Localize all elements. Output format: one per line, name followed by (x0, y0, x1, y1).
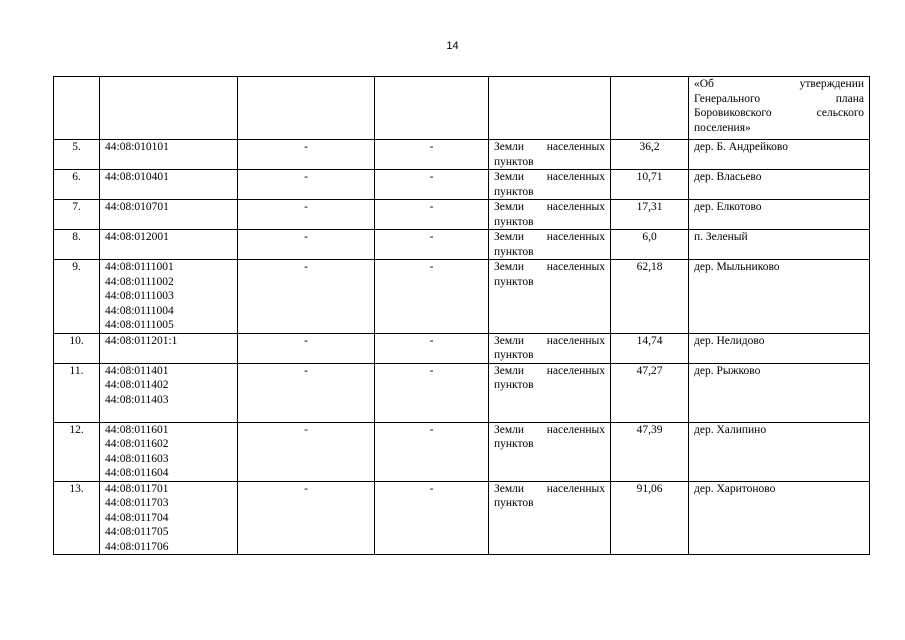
land-category-line: пунктов (494, 275, 534, 288)
cadastral-number: 44:08:011403 (105, 393, 169, 406)
land-category-word: населенных (546, 261, 605, 273)
cadastral-numbers (100, 363, 238, 422)
cadastral-number (105, 407, 232, 422)
cadastral-numbers (100, 170, 238, 200)
table-row (54, 140, 870, 170)
land-category-word: Земли (494, 334, 525, 347)
land-category-line (494, 260, 605, 275)
land-category-word: населенных (546, 171, 605, 183)
col4-value: - (375, 333, 489, 363)
header-note-word: плана (835, 92, 864, 105)
land-category-word: населенных (546, 482, 605, 495)
col3-value: - (238, 363, 375, 422)
header-cell-category (489, 77, 611, 140)
col4-value: - (375, 363, 489, 422)
land-category-word: Земли (494, 141, 525, 153)
cadastral-number: 44:08:011701 (105, 482, 169, 495)
land-category-word: населенных (546, 231, 605, 243)
settlement-name: дер. Елкотово (689, 200, 870, 230)
land-category-line (494, 334, 605, 349)
header-note-line (694, 92, 864, 107)
land-category-line: пунктов (494, 349, 534, 361)
header-cell-col3 (238, 77, 375, 140)
cadastral-number: 44:08:012001 (105, 231, 169, 243)
table-row (54, 363, 870, 422)
cadastral-number: 44:08:011401 (105, 364, 169, 377)
header-note-word: поселения» (694, 121, 751, 134)
settlement-name: дер. Халипино (689, 422, 870, 481)
header-cell-cadastral (100, 77, 238, 140)
land-category (489, 140, 611, 170)
header-note-word: сельского (816, 107, 864, 119)
land-category-word: Земли (494, 423, 525, 436)
table-row (54, 170, 870, 200)
settlement-name: дер. Нелидово (689, 333, 870, 363)
settlement-name: дер. Власьево (689, 170, 870, 200)
row-number: 9. (54, 260, 100, 334)
header-note-line (694, 106, 864, 121)
land-category (489, 230, 611, 260)
col3-value: - (238, 230, 375, 260)
land-category-word: Земли (494, 482, 525, 495)
land-category (489, 422, 611, 481)
row-number: 6. (54, 170, 100, 200)
land-category (489, 363, 611, 422)
land-category-line: пунктов (494, 438, 534, 450)
table-row (54, 333, 870, 363)
settlement-name: дер. Мыльниково (689, 260, 870, 334)
land-category-line (494, 482, 605, 497)
land-category-line: пунктов (494, 497, 534, 509)
col4-value: - (375, 481, 489, 555)
row-number: 10. (54, 333, 100, 363)
land-category-line (494, 170, 605, 185)
header-cell-area (611, 77, 689, 140)
cadastral-number: 44:08:011705 (105, 526, 169, 538)
area-value: 6,0 (611, 230, 689, 260)
cadastral-numbers (100, 140, 238, 170)
land-category (489, 260, 611, 334)
row-number: 13. (54, 481, 100, 555)
land-category-word: Земли (494, 171, 525, 183)
area-value: 47,39 (611, 422, 689, 481)
land-category-line (494, 200, 605, 215)
cadastral-number: 44:08:011201:1 (105, 334, 178, 347)
cadastral-number: 44:08:011604 (105, 467, 169, 479)
land-category-line (494, 364, 605, 379)
col4-value: - (375, 260, 489, 334)
col3-value: - (238, 333, 375, 363)
land-category-word: населенных (546, 364, 605, 377)
table-row (54, 422, 870, 481)
header-note-line (694, 121, 864, 136)
col4-value: - (375, 230, 489, 260)
col3-value: - (238, 140, 375, 170)
land-table (53, 76, 870, 555)
header-note-word: Генерального (694, 92, 761, 105)
cadastral-number: 44:08:010401 (105, 171, 169, 183)
land-category-line: пунктов (494, 245, 534, 258)
cadastral-number: 44:08:011704 (105, 511, 169, 524)
cadastral-numbers (100, 333, 238, 363)
col3-value: - (238, 170, 375, 200)
cadastral-number: 44:08:011602 (105, 438, 169, 450)
header-note (689, 77, 870, 140)
header-note-word: утверждении (799, 78, 864, 90)
col4-value: - (375, 170, 489, 200)
cadastral-numbers (100, 200, 238, 230)
col3-value: - (238, 260, 375, 334)
cadastral-numbers (100, 481, 238, 555)
area-value: 62,18 (611, 260, 689, 334)
land-category-word: населенных (546, 201, 605, 213)
col4-value: - (375, 200, 489, 230)
col3-value: - (238, 422, 375, 481)
col3-value: - (238, 481, 375, 555)
header-note-word: Боровиковского (694, 107, 772, 119)
land-category-line (494, 140, 605, 155)
cadastral-number: 44:08:0111001 (105, 261, 174, 273)
cadastral-number: 44:08:010101 (105, 141, 169, 153)
settlement-name: п. Зеленый (689, 230, 870, 260)
settlement-name: дер. Харитоново (689, 481, 870, 555)
header-note-line (694, 77, 864, 92)
settlement-name: дер. Рыжково (689, 363, 870, 422)
land-category-line (494, 423, 605, 438)
row-number: 11. (54, 363, 100, 422)
area-value: 17,31 (611, 200, 689, 230)
page-number: 14 (446, 40, 459, 52)
land-category-line: пунктов (494, 185, 534, 198)
land-category-line: пунктов (494, 215, 534, 228)
settlement-name: дер. Б. Андрейково (689, 140, 870, 170)
row-number: 7. (54, 200, 100, 230)
land-category-word: Земли (494, 364, 525, 377)
row-number: 12. (54, 422, 100, 481)
cadastral-numbers (100, 260, 238, 334)
land-category (489, 333, 611, 363)
cadastral-number: 44:08:0111004 (105, 304, 174, 317)
land-category-word: населенных (546, 423, 605, 436)
table-row (54, 260, 870, 334)
area-value: 47,27 (611, 363, 689, 422)
col4-value: - (375, 140, 489, 170)
header-cell-col4 (375, 77, 489, 140)
land-category-word: Земли (494, 231, 525, 243)
land-category (489, 200, 611, 230)
land-category-word: населенных (546, 334, 605, 347)
land-category (489, 170, 611, 200)
header-note-word: «Об (694, 78, 714, 90)
land-category (489, 481, 611, 555)
table-row (54, 200, 870, 230)
table-header-row (54, 77, 870, 140)
cadastral-numbers (100, 230, 238, 260)
land-category-line: пунктов (494, 155, 534, 168)
area-value: 36,2 (611, 140, 689, 170)
cadastral-number: 44:08:0111003 (105, 290, 174, 302)
land-category-word: населенных (546, 141, 605, 153)
land-category-line (494, 230, 605, 245)
cadastral-number: 44:08:011706 (105, 540, 169, 553)
table-row (54, 230, 870, 260)
land-category-word: Земли (494, 201, 525, 213)
cadastral-numbers (100, 422, 238, 481)
row-number: 5. (54, 140, 100, 170)
land-category-line: пунктов (494, 379, 534, 391)
cadastral-number: 44:08:0111002 (105, 275, 174, 288)
row-number: 8. (54, 230, 100, 260)
cadastral-number: 44:08:011703 (105, 497, 169, 509)
cadastral-number: 44:08:010701 (105, 201, 169, 213)
cadastral-number: 44:08:011601 (105, 423, 169, 436)
header-cell-num (54, 77, 100, 140)
cadastral-number: 44:08:011603 (105, 452, 169, 465)
area-value: 14,74 (611, 333, 689, 363)
table-row (54, 481, 870, 555)
area-value: 91,06 (611, 481, 689, 555)
cadastral-number: 44:08:011402 (105, 379, 169, 391)
col4-value: - (375, 422, 489, 481)
col3-value: - (238, 200, 375, 230)
cadastral-number: 44:08:0111005 (105, 319, 174, 331)
area-value: 10,71 (611, 170, 689, 200)
land-category-word: Земли (494, 261, 525, 273)
